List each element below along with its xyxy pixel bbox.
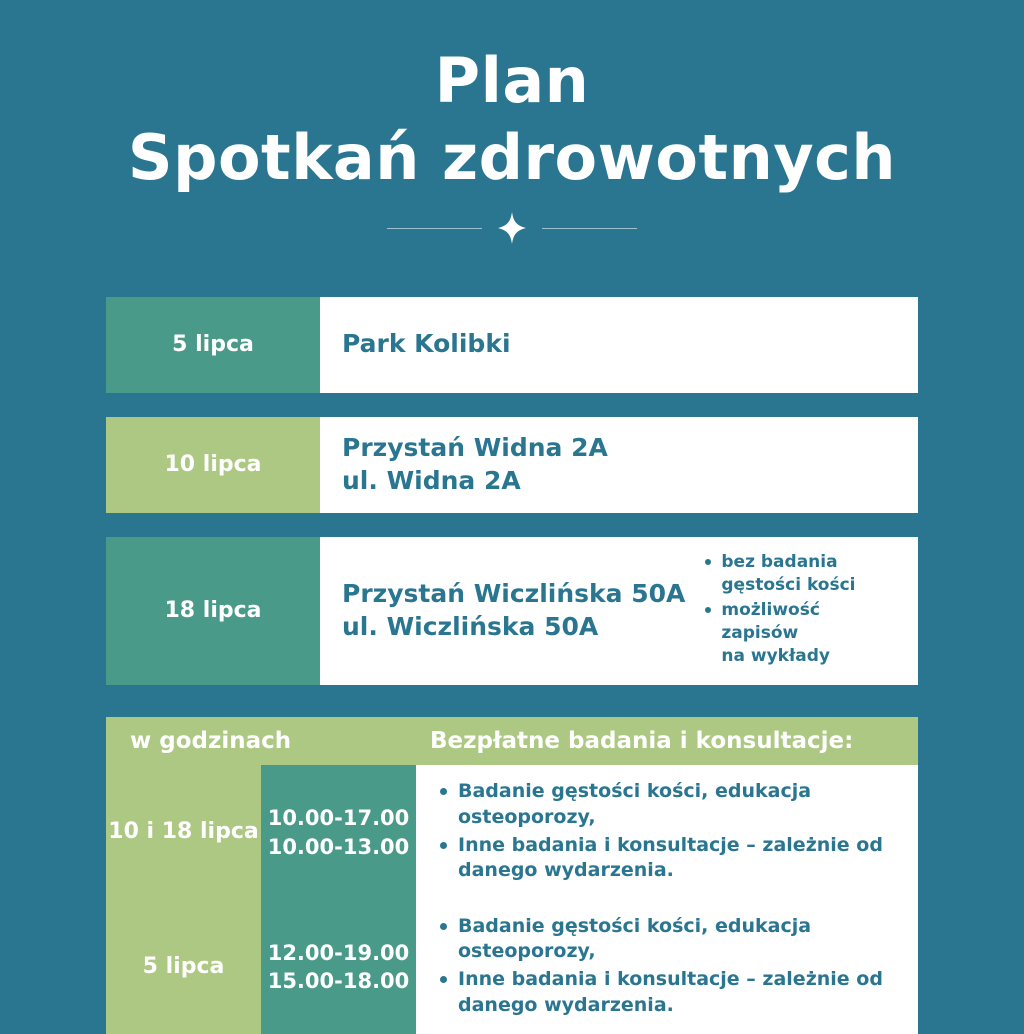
event-date: 10 lipca [106,417,320,513]
schedule-row-times [261,900,416,1034]
schedule-header-row [106,717,918,765]
schedule-row-description [416,900,918,1034]
page-title-line1: Plan [434,44,590,117]
schedule-row [106,765,918,900]
event-place-block [342,432,642,497]
event-body [320,297,918,393]
divider [387,211,637,245]
schedule-header-hours: w godzinach [130,728,292,755]
schedule-time-1: 12.00-19.00 [267,940,410,965]
event-notes [703,551,896,672]
event-note-text: możliwość zapisów [721,600,820,644]
schedule-row-date: 5 lipca [106,900,261,1034]
divider-bar-left [387,228,482,229]
schedule-desc-item: Badanie gęstości kości, edukacja osteoporozy, [438,914,900,965]
event-place-block [342,578,685,643]
sparkle-icon [495,211,529,245]
divider-bar-right [542,228,637,229]
event-date: 5 lipca [106,297,320,393]
event-note-item: bez badania gęstości kości [703,551,896,597]
event-body [320,537,918,686]
event-place: Przystań Widna 2A [342,433,608,463]
schedule-table [106,717,918,1034]
schedule-row [106,900,918,1034]
schedule-row-times [261,765,416,900]
event-address: ul. Wiczlińska 50A [342,611,599,641]
schedule-header-services: Bezpłatne badania i konsultacje: [430,728,854,755]
schedule-desc-item: Inne badania i konsultacje – zależnie od danego wydarzenia. [438,833,900,884]
event-date: 18 lipca [106,537,320,686]
schedule-desc-item: Inne badania i konsultacje – zależnie od danego wydarzenia. [438,967,900,1018]
poster-header [0,0,1024,245]
event-note-item [703,599,896,668]
event-row [106,417,918,513]
event-row [106,297,918,393]
event-place: Park Kolibki [342,329,511,359]
schedule-time-1: 10.00-17.00 [267,806,410,831]
event-place-block [342,328,642,361]
schedule-time-2: 15.00-18.00 [267,969,410,994]
schedule-row-description [416,765,918,900]
schedule-row-date: 10 i 18 lipca [106,765,261,900]
event-note-text-cont: na wykłady [721,646,830,667]
page-title-line2: Spotkań zdrowotnych [127,121,897,195]
event-place: Przystań Wiczlińska 50A [342,579,686,609]
schedule-desc-item: Badanie gęstości kości, edukacja osteoporozy, [438,779,900,830]
events-list [106,297,918,686]
event-body [320,417,918,513]
schedule-time-2: 10.00-13.00 [267,834,410,859]
event-row [106,537,918,686]
event-address: ul. Widna 2A [342,465,521,495]
